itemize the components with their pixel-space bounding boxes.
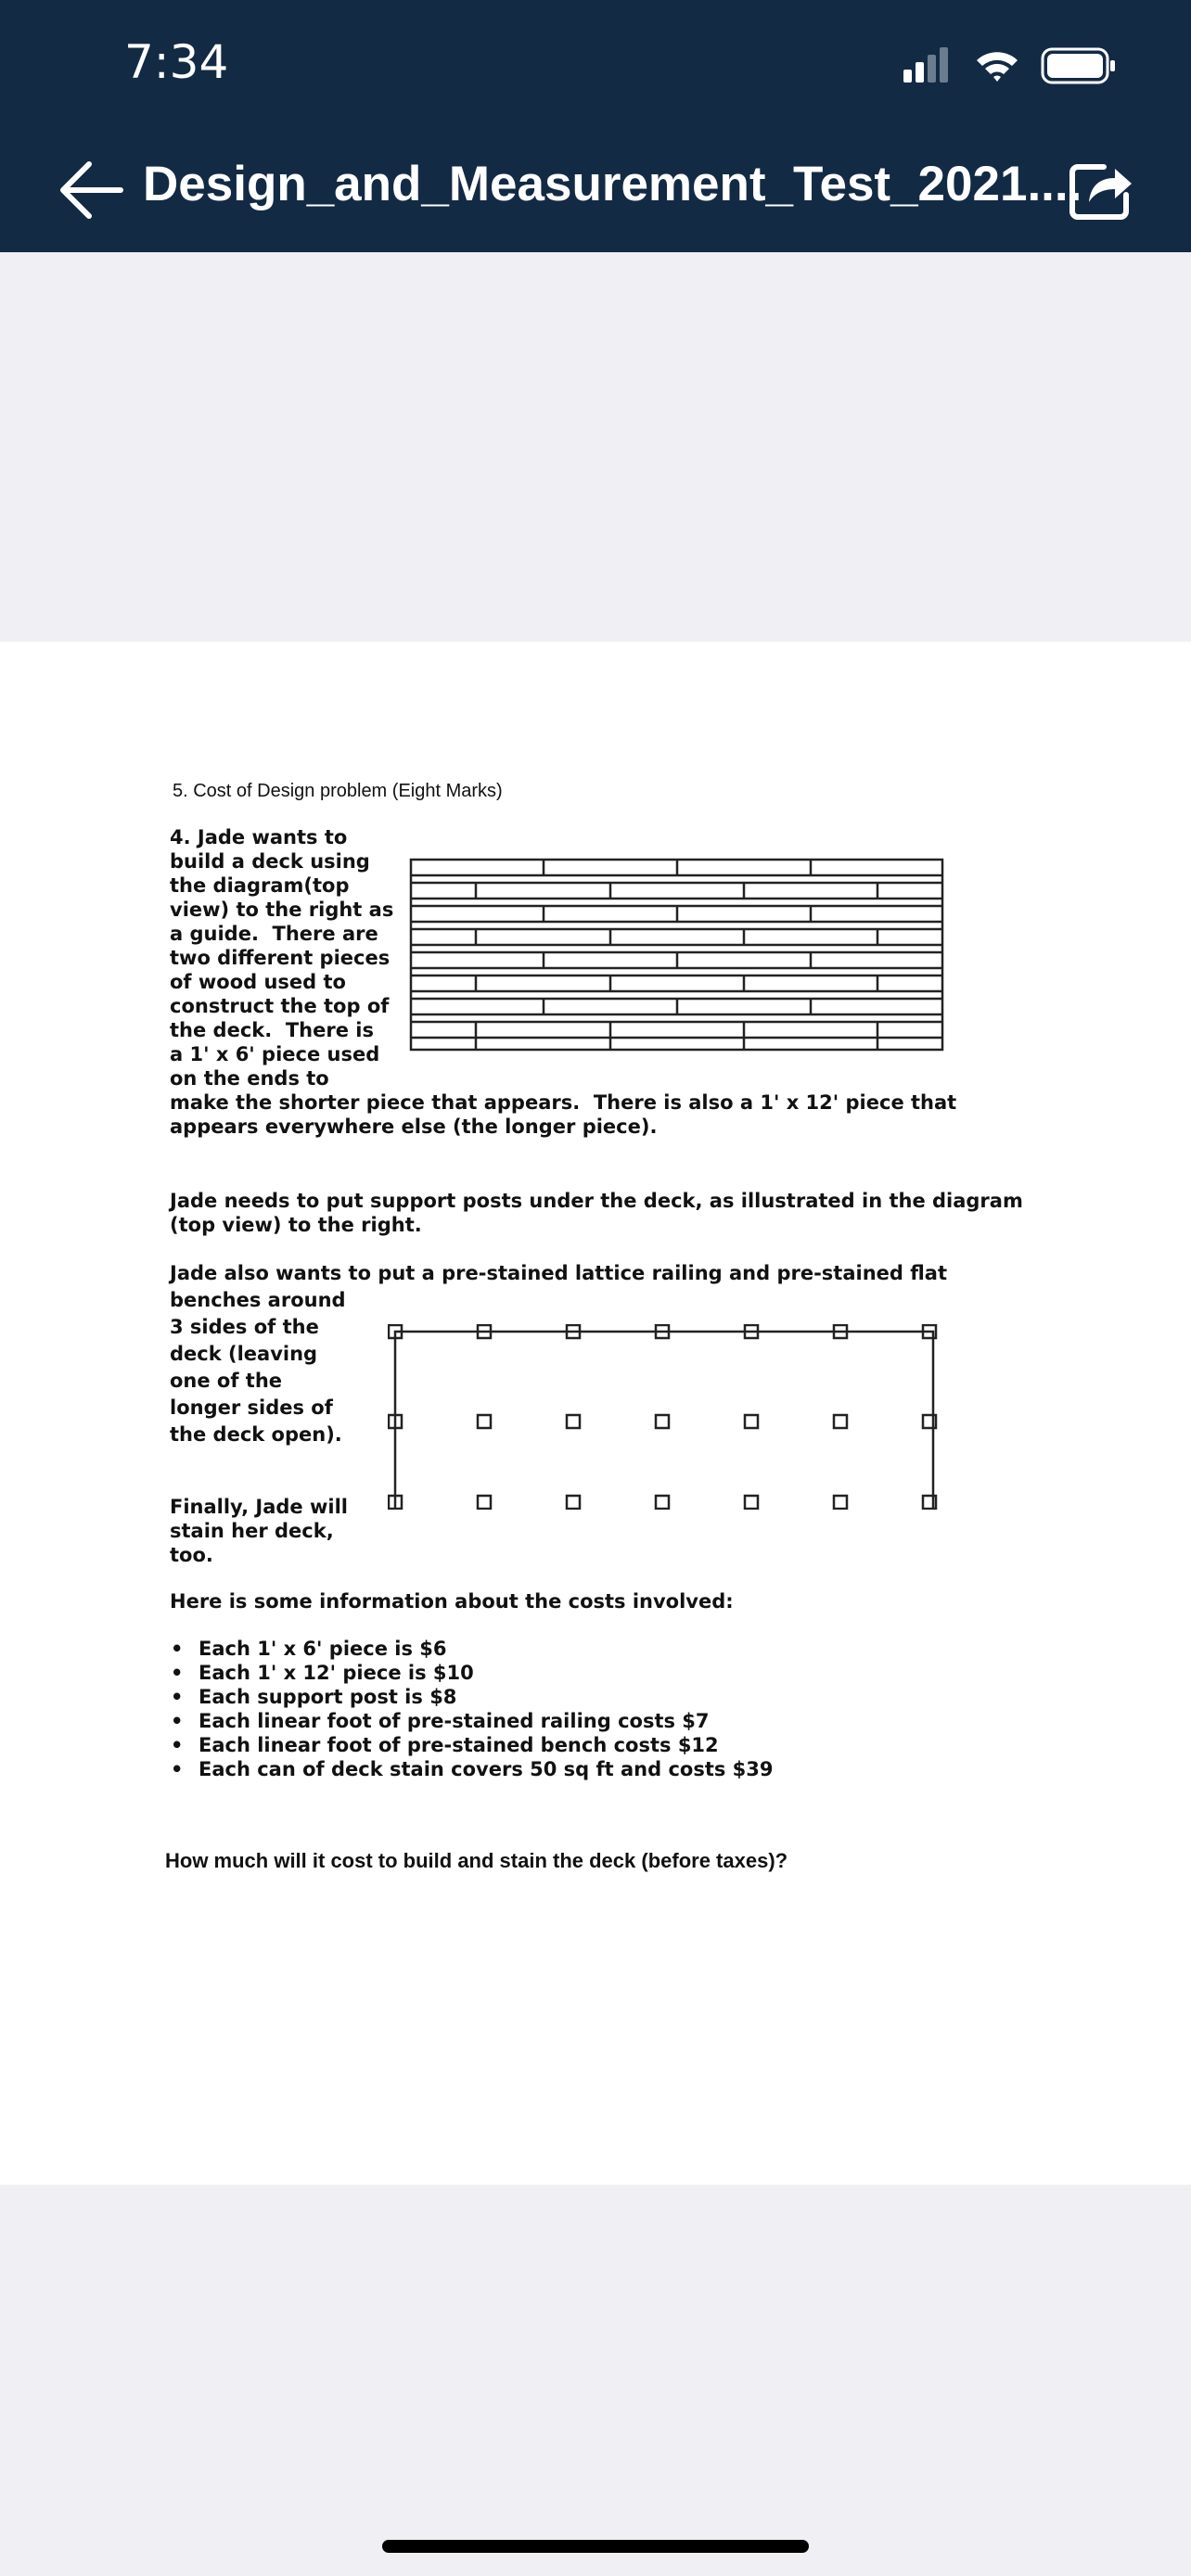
arrow-left-icon[interactable]: [56, 158, 124, 223]
railing-line: deck (leaving: [170, 1343, 318, 1365]
railing-line: one of the: [170, 1370, 283, 1392]
document-page[interactable]: [0, 642, 1191, 2185]
cost-item: • Each can of deck stain covers 50 sq ft and costs $39: [198, 1757, 774, 1781]
intro-line: the deck. There is: [170, 1019, 374, 1041]
railing-line: the deck open).: [170, 1423, 342, 1446]
support-posts-diagram: [388, 1324, 944, 1510]
intro-line: 4. Jade wants to: [170, 826, 348, 848]
intro-line: two different pieces: [170, 947, 391, 969]
cost-item: • Each 1' x 12' piece is $10: [198, 1661, 474, 1685]
intro-line: view) to the right as: [170, 899, 394, 921]
stain-line: too.: [170, 1544, 213, 1566]
cost-item: • Each linear foot of pre-stained bench costs $12: [198, 1733, 719, 1757]
intro-line: a guide. There are: [170, 923, 378, 945]
stain-line: Finally, Jade will: [170, 1496, 348, 1518]
posts-line: Jade needs to put support posts under the deck, as illustrated in the diagram: [170, 1190, 1023, 1212]
status-time: 7:34: [124, 35, 229, 89]
app-header: [0, 0, 1191, 252]
stain-line: stain her deck,: [170, 1520, 334, 1542]
cellular-signal-icon: [902, 47, 954, 84]
posts-line: (top view) to the right.: [170, 1214, 422, 1236]
railing-line: benches around: [170, 1289, 346, 1311]
nav-bar: [0, 148, 1191, 232]
intro-line: on the ends to: [170, 1067, 329, 1090]
railing-line: longer sides of: [170, 1396, 333, 1419]
costs-heading: Here is some information about the costs involved:: [170, 1590, 734, 1613]
intro-line: make the shorter piece that appears. There is also a 1' x 12' piece that: [170, 1091, 957, 1114]
cost-item: • Each 1' x 6' piece is $6: [198, 1637, 447, 1661]
cost-item: • Each support post is $8: [198, 1685, 456, 1709]
home-indicator[interactable]: [382, 2540, 809, 2553]
intro-line: construct the top of: [170, 995, 390, 1017]
deck-boards-diagram: [408, 857, 946, 1053]
intro-line: of wood used to: [170, 971, 346, 993]
share-icon[interactable]: [1067, 158, 1135, 223]
document-title: Design_and_Measurement_Test_2021....: [143, 157, 1082, 211]
intro-line: build a deck using: [170, 850, 370, 873]
intro-line: the diagram(top: [170, 874, 350, 897]
final-question: How much will it cost to build and stain the deck (before taxes)?: [165, 1849, 788, 1872]
document-content: [0, 642, 1191, 2185]
intro-line: a 1' x 6' piece used: [170, 1043, 380, 1065]
cost-item: • Each linear foot of pre-stained railing costs $7: [198, 1709, 710, 1733]
battery-icon: [1041, 46, 1117, 85]
railing-line: 3 sides of the: [170, 1316, 319, 1338]
status-icons: [902, 46, 1117, 85]
intro-line: appears everywhere else (the longer piece).: [170, 1116, 658, 1138]
question-heading: 5. Cost of Design problem (Eight Marks): [173, 781, 503, 801]
wifi-icon: [974, 47, 1020, 84]
railing-line: Jade also wants to put a pre-stained lattice railing and pre-stained flat: [170, 1262, 948, 1284]
